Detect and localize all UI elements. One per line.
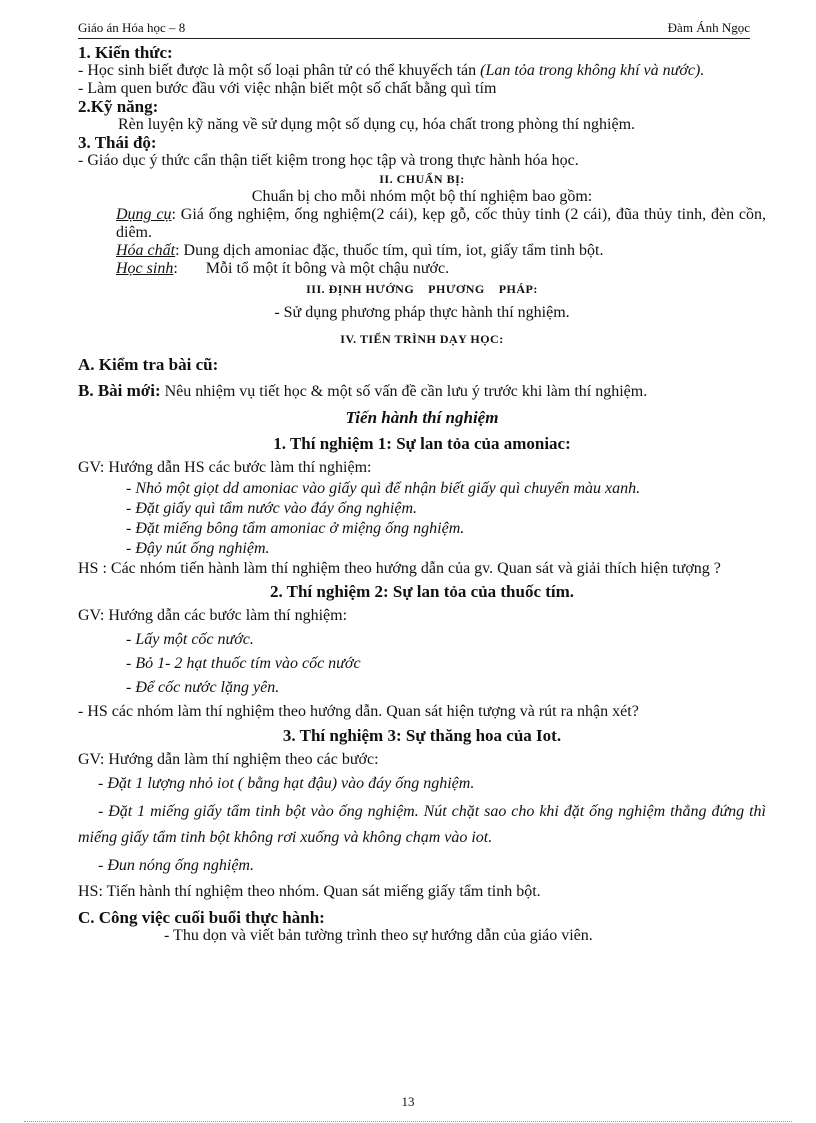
knowledge-line-1: - Học sinh biết được là một số loại phân tử có thể khuyếch tán (Lan tỏa trong không khí và nước). bbox=[78, 62, 705, 79]
page-content bbox=[78, 44, 766, 945]
prep-tools: Dụng cụ: Giá ống nghiệm, ống nghiệm(2 cái), kẹp gỗ, cốc thủy tinh (2 cái), đũa thủy tinh, đèn cồn, diêm. bbox=[116, 206, 767, 241]
exp3-gv: GV: Hướng dẫn làm thí nghiệm theo các bước: bbox=[78, 751, 379, 768]
exp3-step-3: - Đun nóng ống nghiệm. bbox=[98, 857, 254, 874]
header-author: Đàm Ánh Ngọc bbox=[667, 20, 750, 35]
section-b-line: B. Bài mới: Nêu nhiệm vụ tiết học & một số vấn đề cần lưu ý trước khi làm thí nghiệm. bbox=[78, 381, 648, 400]
prep-title: II. CHUẨN BỊ: bbox=[379, 172, 465, 186]
prep-intro: Chuẩn bị cho mỗi nhóm một bộ thí nghiệm bao gồm: bbox=[251, 188, 593, 205]
exp3-step-2: - Đặt 1 miếng giấy tẩm tinh bột vào ống nghiệm. Nút chặt sao cho khi đặt ống nghiệm thẳng đứng thì miếng giấy tẩm tinh bột không rơi xuống và không chạm vào iot. bbox=[78, 803, 766, 846]
section-c-title: C. Công việc cuối buổi thực hành: bbox=[78, 908, 325, 927]
exp1-title: 1. Thí nghiệm 1: Sự lan tỏa của amoniac: bbox=[273, 434, 571, 453]
section-skills-title: 2.Kỹ năng: bbox=[78, 97, 159, 116]
exp1-step: - Nhỏ một giọt dd amoniac vào giấy quì để nhận biết giấy quì chuyển màu xanh. bbox=[126, 480, 641, 497]
exp1-hs: HS : Các nhóm tiến hành làm thí nghiệm theo hướng dẫn của gv. Quan sát và giải thích hiện tượng ? bbox=[78, 560, 721, 577]
attitude-line: - Giáo dục ý thức cẩn thận tiết kiệm trong học tập và trong thực hành hóa học. bbox=[78, 152, 579, 169]
footer-divider bbox=[24, 1121, 792, 1122]
section-knowledge-title: 1. Kiến thức: bbox=[78, 43, 173, 62]
prep-chemicals: Hóa chất: Dung dịch amoniac đặc, thuốc tím, quì tím, iot, giấy tẩm tinh bột. bbox=[116, 242, 604, 259]
prep-students: Học sinh: Mỗi tổ một ít bông và một chậu nước. bbox=[116, 260, 450, 277]
process-title: IV. TIẾN TRÌNH DẠY HỌC: bbox=[340, 332, 504, 346]
skills-line: Rèn luyện kỹ năng về sử dụng một số dụng cụ, hóa chất trong phòng thí nghiệm. bbox=[118, 116, 636, 133]
exp2-step: - Để cốc nước lặng yên. bbox=[126, 679, 280, 696]
exp1-step: - Đặt miếng bông tẩm amoniac ở miệng ống nghiệm. bbox=[126, 520, 465, 537]
exp3-hs: HS: Tiến hành thí nghiệm theo nhóm. Quan sát miếng giấy tẩm tinh bột. bbox=[78, 883, 541, 900]
method-title: III. ĐỊNH HƯỚNG PHƯƠNG PHÁP: bbox=[306, 282, 538, 296]
section-a-title: A. Kiểm tra bài cũ: bbox=[78, 355, 219, 374]
header-subject: Giáo án Hóa học – 8 bbox=[78, 20, 186, 35]
page-number: 13 bbox=[401, 1094, 415, 1109]
exp2-hs: - HS các nhóm làm thí nghiệm theo hướng dẫn. Quan sát hiện tượng và rút ra nhận xét? bbox=[78, 703, 639, 720]
exp2-step: - Bỏ 1- 2 hạt thuốc tím vào cốc nước bbox=[126, 655, 361, 672]
exp1-gv: GV: Hướng dẫn HS các bước làm thí nghiệm: bbox=[78, 459, 372, 476]
exp1-step: - Đậy nút ống nghiệm. bbox=[126, 540, 270, 557]
section-attitude-title: 3. Thái độ: bbox=[78, 133, 157, 152]
exp3-step-1: - Đặt 1 lượng nhỏ iot ( bằng hạt đậu) vào đáy ống nghiệm. bbox=[98, 775, 475, 792]
section-c-text: - Thu dọn và viết bản tường trình theo sự hướng dẫn của giáo viên. bbox=[164, 927, 593, 944]
exp2-title: 2. Thí nghiệm 2: Sự lan tỏa của thuốc tím. bbox=[269, 582, 575, 601]
page-header bbox=[78, 20, 750, 39]
exp3-title: 3. Thí nghiệm 3: Sự thăng hoa của Iot. bbox=[282, 726, 562, 745]
exp2-step: - Lấy một cốc nước. bbox=[126, 631, 254, 648]
experiments-title: Tiến hành thí nghiệm bbox=[345, 408, 499, 427]
exp2-gv: GV: Hướng dẫn các bước làm thí nghiệm: bbox=[78, 607, 348, 624]
method-text: - Sử dụng phương pháp thực hành thí nghiệm. bbox=[274, 304, 570, 321]
exp1-step: - Đặt giấy quì tẩm nước vào đáy ống nghiệm. bbox=[126, 500, 417, 517]
knowledge-line-2: - Làm quen bước đầu với việc nhận biết một số chất bằng quì tím bbox=[78, 80, 497, 97]
